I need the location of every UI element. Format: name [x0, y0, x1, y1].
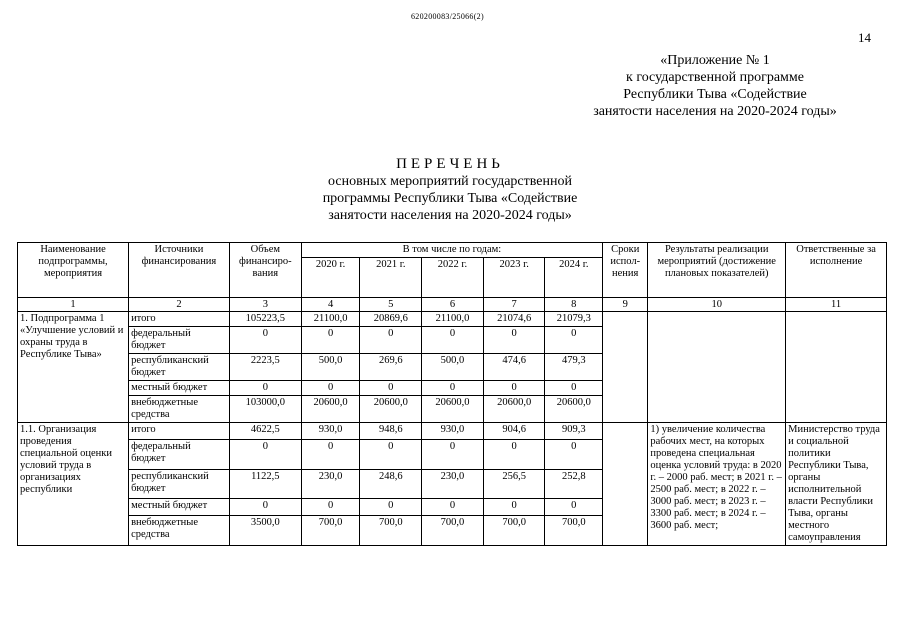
header-year: 2020 г. — [301, 258, 360, 298]
section-name: 1. Подпрограмма 1 «Улучшение условий и охраны труда в Республике Тыва» — [18, 312, 129, 423]
value-cell: 248,6 — [360, 469, 422, 499]
value-cell: 20600,0 — [483, 396, 545, 423]
value-cell: 1122,5 — [229, 469, 301, 499]
value-cell: 21079,3 — [545, 312, 603, 327]
header-year: 2022 г. — [422, 258, 484, 298]
value-cell: 0 — [422, 439, 484, 469]
value-cell: 2223,5 — [229, 354, 301, 381]
title-main: ПЕРЕЧЕНЬ — [396, 156, 504, 172]
column-number: 8 — [545, 298, 603, 312]
value-cell: 0 — [360, 499, 422, 516]
terms-cell — [603, 439, 648, 469]
value-cell: 0 — [301, 381, 360, 396]
source-cell: местный бюджет — [129, 499, 230, 516]
value-cell: 700,0 — [301, 516, 360, 546]
value-cell: 0 — [422, 499, 484, 516]
annex-header — [560, 52, 870, 120]
column-number: 9 — [603, 298, 648, 312]
source-cell: итого — [129, 423, 230, 440]
value-cell: 20600,0 — [545, 396, 603, 423]
column-number: 1 — [18, 298, 129, 312]
column-number: 3 — [229, 298, 301, 312]
value-cell: 0 — [483, 381, 545, 396]
column-number: 10 — [648, 298, 786, 312]
header-year: 2023 г. — [483, 258, 545, 298]
value-cell: 930,0 — [301, 423, 360, 440]
header-terms: Сроки испол-нения — [603, 243, 648, 298]
annex-line: занятости населения на 2020-2024 годы» — [593, 104, 837, 119]
source-cell: федеральный бюджет — [129, 439, 230, 469]
value-cell: 948,6 — [360, 423, 422, 440]
value-cell: 20869,6 — [360, 312, 422, 327]
annex-line: Республики Тыва «Содействие — [623, 87, 807, 102]
value-cell: 21100,0 — [422, 312, 484, 327]
value-cell: 0 — [301, 499, 360, 516]
document-code: 620200083/25066(2) — [411, 12, 484, 21]
terms-cell — [603, 312, 648, 327]
terms-cell — [603, 516, 648, 546]
value-cell: 904,6 — [483, 423, 545, 440]
value-cell: 700,0 — [422, 516, 484, 546]
value-cell: 4622,5 — [229, 423, 301, 440]
title-line: занятости населения на 2020-2024 годы» — [328, 208, 572, 223]
value-cell: 0 — [360, 439, 422, 469]
header-year: 2024 г. — [545, 258, 603, 298]
header-responsible: Ответственные за исполнение — [786, 243, 887, 298]
value-cell: 909,3 — [545, 423, 603, 440]
activities-table — [17, 242, 887, 546]
header-by-years: В том числе по годам: — [301, 243, 602, 258]
results-cell: 1) увеличение количества рабочих мест, на которых проведена специальная оценка условий труда: в 2020 г. – 2000 раб. мест; в 2021 г. – 2500 раб. мест; в 2022 г. – 3000 раб. мест; в 2023 г. – 3300 раб. мест; в 2024 г. – 3600 раб. мест; — [648, 423, 786, 546]
value-cell: 0 — [545, 499, 603, 516]
value-cell: 0 — [422, 327, 484, 354]
column-numbers-row — [18, 298, 887, 312]
value-cell: 0 — [545, 327, 603, 354]
value-cell: 20600,0 — [422, 396, 484, 423]
table-row — [18, 312, 887, 327]
terms-cell — [603, 354, 648, 381]
value-cell: 0 — [229, 381, 301, 396]
value-cell: 103000,0 — [229, 396, 301, 423]
value-cell: 0 — [360, 327, 422, 354]
value-cell: 230,0 — [301, 469, 360, 499]
value-cell: 269,6 — [360, 354, 422, 381]
value-cell: 0 — [229, 327, 301, 354]
value-cell: 0 — [483, 439, 545, 469]
header-year: 2021 г. — [360, 258, 422, 298]
responsible-cell: Министерство труда и социальной политики Республики Тыва, органы исполнительной власти Республики Тыва, органы местного самоуправления — [786, 423, 887, 546]
value-cell: 0 — [301, 327, 360, 354]
header-volume: Объем финансиро-вания — [229, 243, 301, 298]
value-cell: 0 — [422, 381, 484, 396]
value-cell: 252,8 — [545, 469, 603, 499]
value-cell: 0 — [301, 439, 360, 469]
value-cell: 20600,0 — [360, 396, 422, 423]
value-cell: 700,0 — [483, 516, 545, 546]
source-cell: местный бюджет — [129, 381, 230, 396]
value-cell: 0 — [483, 499, 545, 516]
terms-cell — [603, 381, 648, 396]
value-cell: 230,0 — [422, 469, 484, 499]
header-results: Результаты реализации мероприятий (достижение плановых показателей) — [648, 243, 786, 298]
column-number: 11 — [786, 298, 887, 312]
source-cell: республиканский бюджет — [129, 354, 230, 381]
table-row — [18, 423, 887, 440]
value-cell: 3500,0 — [229, 516, 301, 546]
title-line: программы Республики Тыва «Содействие — [322, 191, 578, 206]
value-cell: 479,3 — [545, 354, 603, 381]
terms-cell — [603, 499, 648, 516]
title-line: основных мероприятий государственной — [328, 174, 572, 189]
value-cell: 474,6 — [483, 354, 545, 381]
value-cell: 0 — [545, 381, 603, 396]
annex-line: «Приложение № 1 — [660, 53, 770, 68]
source-cell: республиканский бюджет — [129, 469, 230, 499]
header-name: Наименование подпрограммы, мероприятия — [18, 243, 129, 298]
value-cell: 0 — [229, 499, 301, 516]
terms-cell — [603, 423, 648, 440]
source-cell: внебюджетные средства — [129, 396, 230, 423]
page-number: 14 — [858, 30, 871, 45]
column-number: 2 — [129, 298, 230, 312]
annex-line: к государственной программе — [626, 70, 804, 85]
value-cell: 105223,5 — [229, 312, 301, 327]
source-cell: итого — [129, 312, 230, 327]
column-number: 7 — [483, 298, 545, 312]
responsible-cell — [786, 312, 887, 423]
terms-cell — [603, 396, 648, 423]
value-cell: 0 — [545, 439, 603, 469]
value-cell: 500,0 — [301, 354, 360, 381]
value-cell: 0 — [360, 381, 422, 396]
source-cell: внебюджетные средства — [129, 516, 230, 546]
value-cell: 0 — [229, 439, 301, 469]
results-cell — [648, 312, 786, 423]
column-number: 5 — [360, 298, 422, 312]
value-cell: 930,0 — [422, 423, 484, 440]
section-name: 1.1. Организация проведения специальной оценки условий труда в организациях республики — [18, 423, 129, 546]
value-cell: 0 — [483, 327, 545, 354]
column-number: 4 — [301, 298, 360, 312]
terms-cell — [603, 327, 648, 354]
value-cell: 700,0 — [360, 516, 422, 546]
value-cell: 700,0 — [545, 516, 603, 546]
source-cell: федеральный бюджет — [129, 327, 230, 354]
value-cell: 256,5 — [483, 469, 545, 499]
value-cell: 500,0 — [422, 354, 484, 381]
value-cell: 21074,6 — [483, 312, 545, 327]
header-sources: Источники финансирования — [129, 243, 230, 298]
document-title — [250, 155, 650, 224]
value-cell: 20600,0 — [301, 396, 360, 423]
column-number: 6 — [422, 298, 484, 312]
terms-cell — [603, 469, 648, 499]
header-row — [18, 243, 887, 258]
value-cell: 21100,0 — [301, 312, 360, 327]
